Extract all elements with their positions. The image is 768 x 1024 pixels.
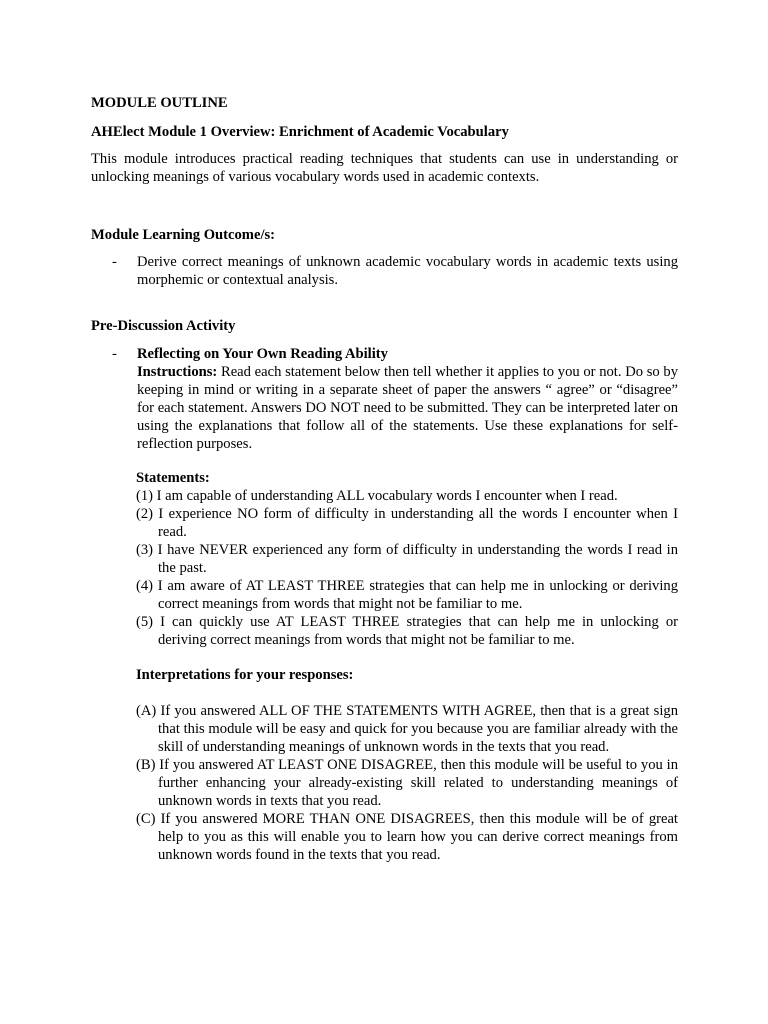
statement-item: (3) I have NEVER experienced any form of difficulty in understanding the words I read in the past. bbox=[136, 542, 678, 576]
module-intro: This module introduces practical reading techniques that students can use in understanding or unlocking meanings of various vocabulary words used in academic contexts. bbox=[91, 151, 678, 185]
interpretation-item: (B) If you answered AT LEAST ONE DISAGREE, then this module will be useful to you in further enhancing your already-existing skill related to understanding meanings of unknown words in texts that you read. bbox=[136, 757, 678, 809]
pre-discussion-heading: Pre-Discussion Activity bbox=[91, 318, 236, 334]
statement-item: (1) I am capable of understanding ALL vocabulary words I encounter when I read. bbox=[136, 488, 618, 504]
activity-instructions bbox=[137, 363, 678, 453]
interpretations-list bbox=[136, 702, 678, 864]
list-dash: - bbox=[112, 254, 117, 270]
interpretations-heading: Interpretations for your responses: bbox=[136, 667, 354, 683]
statement-item: (2) I experience NO form of difficulty in understanding all the words I encounter when I read. bbox=[136, 506, 678, 540]
list-dash: - bbox=[112, 346, 117, 362]
statement-item: (5) I can quickly use AT LEAST THREE strategies that can help me in unlocking or deriving correct meanings from words that might not be familiar to me. bbox=[136, 614, 678, 648]
activity-title: Reflecting on Your Own Reading Ability bbox=[137, 346, 388, 362]
interpretation-item: (A) If you answered ALL OF THE STATEMENTS WITH AGREE, then that is a great sign that this module will be easy and quick for you because you are familiar already with the skill of understanding meanings of unknown words in the texts that you read. bbox=[136, 703, 678, 755]
outcomes-heading: Module Learning Outcome/s: bbox=[91, 227, 276, 243]
instructions-text: Read each statement below then tell whether it applies to you or not. Do so by keeping in mind or writing in a separate sheet of paper the answers “ agree” or “disagree” for each statement. Answers DO NOT need to be submitted. They can be interpreted later on using the explanations that follow all of the statements. Use these explanations for self-reflection purposes. bbox=[137, 364, 678, 452]
instructions-label: Instructions: bbox=[137, 364, 218, 380]
statements-heading: Statements: bbox=[136, 470, 210, 486]
activity-body bbox=[137, 345, 678, 453]
statement-item: (4) I am aware of AT LEAST THREE strategies that can help me in unlocking or deriving correct meanings from words that might not be familiar to me. bbox=[136, 578, 678, 612]
outcome-text: Derive correct meanings of unknown academic vocabulary words in academic texts using morphemic or contextual analysis. bbox=[137, 254, 678, 288]
interpretation-item: (C) If you answered MORE THAN ONE DISAGREES, then this module will be of great help to you as this will enable you to learn how you can derive correct meanings from unknown words found in the texts that you read. bbox=[136, 811, 678, 863]
statements-list bbox=[136, 487, 678, 649]
module-outline-heading: MODULE OUTLINE bbox=[91, 95, 228, 111]
module-title: AHElect Module 1 Overview: Enrichment of Academic Vocabulary bbox=[91, 124, 509, 140]
